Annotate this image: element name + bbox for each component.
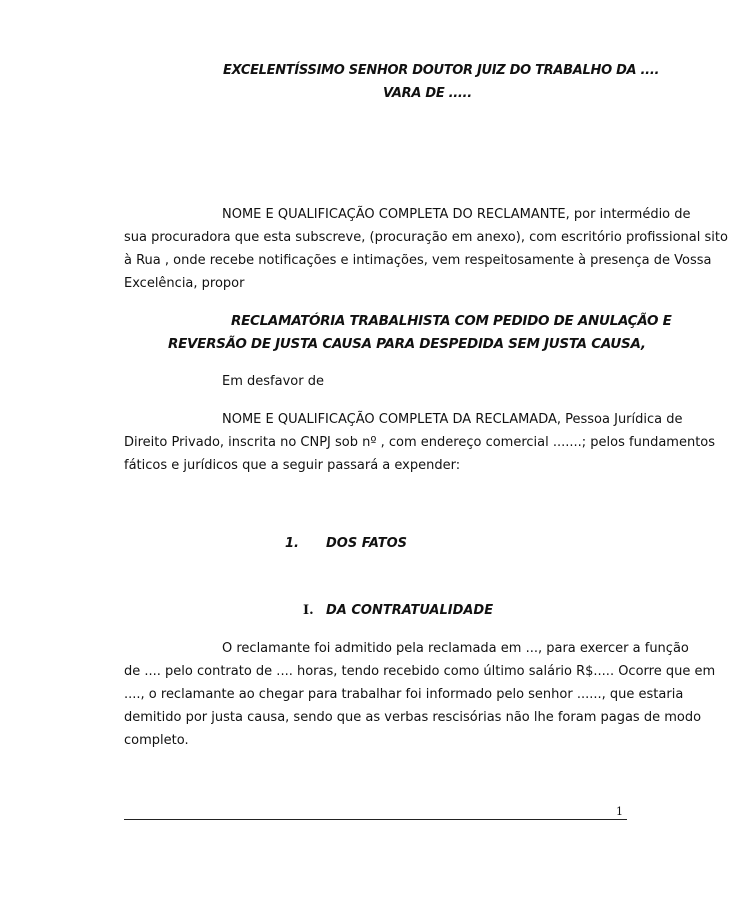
page-number: 1	[616, 805, 623, 818]
header-title-line-2: VARA DE .....	[383, 86, 472, 101]
action-title-line-1: RECLAMATÓRIA TRABALHISTA COM PEDIDO DE ANULAÇÃO E	[231, 313, 672, 329]
defendant-line-3: fáticos e jurídicos que a seguir passará a expender:	[124, 458, 461, 473]
facts-line-2: de .... pelo contrato de .... horas, tendo recebido como último salário R$..... Ocorre que em	[124, 664, 716, 679]
intro-line-4: Excelência, propor	[124, 276, 245, 291]
section-number: 1.	[285, 536, 299, 551]
action-title-line-2: REVERSÃO DE JUSTA CAUSA PARA DESPEDIDA SEM JUSTA CAUSA,	[168, 336, 646, 352]
intro-line-2: sua procuradora que esta subscreve, (procuração em anexo), com escritório profissional sito	[124, 230, 728, 245]
footer-divider	[124, 819, 627, 820]
defendant-line-2: Direito Privado, inscrita no CNPJ sob nº , com endereço comercial .......; pelos fundamentos	[124, 435, 716, 450]
facts-line-5: completo.	[124, 733, 189, 748]
section-title: DOS FATOS	[326, 536, 408, 551]
facts-line-3: ...., o reclamante ao chegar para trabalhar foi informado pelo senhor ......, que estaria	[124, 687, 684, 702]
subsection-title: DA CONTRATUALIDADE	[326, 603, 494, 618]
intro-line-1: NOME E QUALIFICAÇÃO COMPLETA DO RECLAMANTE, por intermédio de	[222, 207, 691, 222]
subsection-number: I.	[303, 603, 314, 618]
intro-line-3: à Rua , onde recebe notificações e intimações, vem respeitosamente à presença de Vossa	[124, 253, 712, 268]
against-text: Em desfavor de	[222, 374, 324, 389]
defendant-line-1: NOME E QUALIFICAÇÃO COMPLETA DA RECLAMADA, Pessoa Jurídica de	[222, 412, 683, 427]
header-title-line-1: EXCELENTÍSSIMO SENHOR DOUTOR JUIZ DO TRABALHO DA ....	[223, 63, 660, 78]
facts-line-4: demitido por justa causa, sendo que as verbas rescisórias não lhe foram pagas de modo	[124, 710, 702, 725]
facts-line-1: O reclamante foi admitido pela reclamada em ..., para exercer a função	[222, 641, 689, 656]
